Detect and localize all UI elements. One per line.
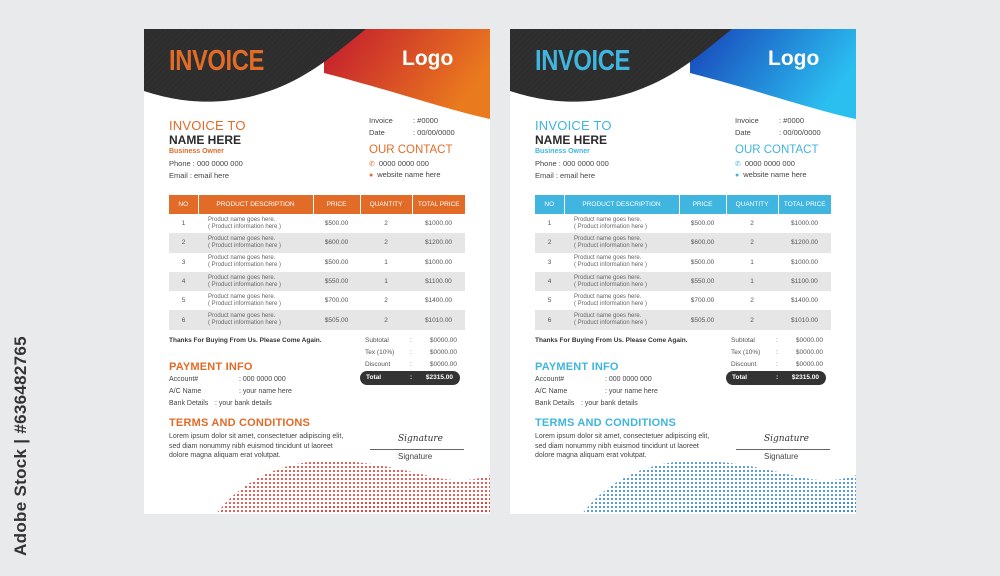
product-name: Product name goes here.	[574, 293, 642, 300]
table-row	[535, 233, 831, 252]
signature-label: Signature	[764, 452, 799, 461]
row-price: $500.00	[690, 258, 715, 266]
summary-label: Discount	[365, 361, 391, 368]
signature-script: Signature	[398, 434, 444, 444]
row-total: $1200.00	[778, 233, 831, 252]
summary-label: Subtotal	[731, 337, 755, 344]
payment-value: : 000 0000 000	[239, 376, 286, 383]
invoice-title: INVOICE	[535, 45, 630, 77]
globe-icon: ●	[369, 172, 374, 179]
logo-text: Logo	[402, 47, 454, 70]
table-row	[535, 253, 831, 272]
contact-phone: 0000 0000 000	[378, 159, 429, 168]
row-quantity: 1	[750, 258, 754, 266]
row-price: $600.00	[313, 233, 360, 252]
product-info: ( Product information here )	[574, 320, 648, 327]
contact-web-row	[735, 170, 807, 179]
column-header: QUANTITY	[726, 195, 778, 214]
product-info: ( Product information here )	[574, 281, 648, 288]
thanks-note: Thanks For Buying From Us. Please Come Again.	[535, 337, 688, 344]
payment-value: : 000 0000 000	[605, 376, 652, 383]
meta-value: : #0000	[413, 116, 439, 125]
summary-value: $0000.00	[429, 337, 457, 344]
contact-heading: OUR CONTACT	[369, 144, 453, 156]
row-quantity: 2	[360, 233, 412, 252]
items-table	[169, 195, 465, 330]
product-name: Product name goes here.	[208, 216, 276, 223]
payment-label: Bank Details	[169, 400, 209, 407]
total-label: Total	[366, 374, 382, 381]
row-total: $1400.00	[424, 297, 453, 305]
summary-colon: :	[776, 337, 778, 344]
client-email: Email : email here	[535, 171, 596, 180]
product-info: ( Product information here )	[208, 262, 282, 269]
invoice-date-row	[369, 128, 455, 137]
row-quantity: 2	[750, 220, 754, 228]
row-description	[198, 214, 313, 233]
row-description	[198, 272, 313, 291]
product-name: Product name goes here.	[574, 255, 642, 262]
table-row	[169, 272, 465, 291]
client-phone: Phone : 000 0000 000	[169, 159, 243, 168]
row-description	[564, 310, 679, 329]
row-price: $550.00	[313, 272, 360, 291]
column-header: QUANTITY	[360, 195, 412, 214]
product-info: ( Product information here )	[574, 300, 648, 307]
row-number: 3	[547, 258, 552, 266]
product-name: Product name goes here.	[208, 274, 276, 281]
row-total: $1100.00	[412, 272, 465, 291]
row-price: $600.00	[679, 233, 726, 252]
invoice-page	[144, 29, 490, 514]
total-value: $2315.00	[425, 374, 453, 381]
table-row	[169, 291, 465, 310]
table-row	[169, 253, 465, 272]
row-price: $700.00	[324, 297, 349, 305]
stock-id-text: Adobe Stock | #636482765	[11, 336, 30, 556]
logo-text: Logo	[768, 47, 820, 70]
contact-web: website name here	[377, 170, 441, 179]
signature-label: Signature	[398, 452, 433, 461]
globe-icon: ●	[735, 172, 740, 179]
row-description	[564, 272, 679, 291]
row-total: $1000.00	[790, 220, 819, 228]
contact-web-row	[369, 170, 441, 179]
row-quantity: 2	[384, 220, 388, 228]
row-total: $1400.00	[790, 297, 819, 305]
row-number: 4	[169, 272, 198, 291]
payment-label: A/C Name	[535, 388, 568, 395]
summary-colon: :	[410, 361, 412, 368]
client-role: Business Owner	[169, 148, 224, 155]
payment-label: Bank Details	[535, 400, 575, 407]
row-number: 2	[169, 233, 198, 252]
table-row	[535, 214, 831, 233]
client-name: NAME HERE	[169, 133, 242, 147]
phone-icon: ✆	[369, 161, 375, 168]
client-phone: Phone : 000 0000 000	[535, 159, 609, 168]
summary-label: Subtotal	[365, 337, 389, 344]
product-info: ( Product information here )	[574, 262, 648, 269]
payment-value: : your name here	[239, 388, 292, 395]
row-price: $500.00	[324, 258, 349, 266]
row-description	[564, 253, 679, 272]
row-description	[564, 291, 679, 310]
product-info: ( Product information here )	[208, 320, 282, 327]
summary-value: $0000.00	[795, 337, 823, 344]
product-info: ( Product information here )	[574, 223, 648, 230]
terms-text: Lorem ipsum dolor sit amet, consectetuer adipiscing elit, sed diam nonummy nibh euismod tincidunt ut laoreet dolore magna aliquam erat volutpat.	[535, 433, 710, 459]
product-name: Product name goes here.	[208, 313, 276, 320]
product-name: Product name goes here.	[574, 235, 642, 242]
summary-tax	[365, 349, 457, 356]
summary-tax	[731, 349, 823, 356]
payment-name-row	[169, 388, 292, 395]
row-number: 5	[181, 297, 186, 305]
product-info: ( Product information here )	[574, 242, 648, 249]
phone-icon: ✆	[735, 161, 741, 168]
row-price: $500.00	[690, 220, 715, 228]
payment-account-row	[535, 376, 652, 383]
row-number: 5	[547, 297, 552, 305]
table-row	[535, 310, 831, 329]
summary-colon: :	[410, 349, 412, 356]
payment-value: : your bank details	[215, 400, 272, 407]
row-quantity: 2	[750, 297, 754, 305]
row-price: $700.00	[690, 297, 715, 305]
payment-value: : your name here	[605, 388, 658, 395]
summary-value: $0000.00	[795, 349, 823, 356]
contact-web: website name here	[743, 170, 807, 179]
summary-label: Discount	[731, 361, 757, 368]
row-total: $1010.00	[412, 310, 465, 329]
row-price: $505.00	[679, 310, 726, 329]
row-number: 6	[169, 310, 198, 329]
invoice-to-heading: INVOICE TO	[169, 118, 246, 133]
row-number: 4	[535, 272, 564, 291]
meta-label: Date	[369, 128, 385, 137]
column-header: TOTAL PRICE	[412, 195, 465, 214]
payment-account-row	[169, 376, 286, 383]
payment-label: Account#	[169, 376, 199, 383]
meta-label: Invoice	[735, 116, 759, 125]
row-description	[198, 291, 313, 310]
total-label: Total	[732, 374, 748, 381]
product-info: ( Product information here )	[208, 223, 282, 230]
column-header: PRICE	[313, 195, 360, 214]
table-row	[169, 214, 465, 233]
total-pill	[726, 371, 826, 385]
row-total: $1000.00	[790, 258, 819, 266]
payment-label: Account#	[535, 376, 565, 383]
row-number: 1	[547, 220, 552, 228]
payment-bank-row	[535, 400, 638, 407]
summary-subtotal	[365, 337, 457, 344]
invoice-page	[510, 29, 856, 514]
row-description	[564, 233, 679, 252]
column-header: NO	[535, 195, 564, 214]
contact-phone-row	[369, 159, 429, 168]
client-email: Email : email here	[169, 171, 230, 180]
terms-text: Lorem ipsum dolor sit amet, consectetuer adipiscing elit, sed diam nonummy nibh euismod tincidunt ut laoreet dolore magna aliquam erat volutpat.	[169, 433, 344, 459]
meta-value: : 00/00/0000	[779, 128, 821, 137]
product-info: ( Product information here )	[208, 300, 282, 307]
column-header: PRICE	[679, 195, 726, 214]
row-number: 6	[535, 310, 564, 329]
contact-phone-row	[735, 159, 795, 168]
row-total: $1100.00	[778, 272, 831, 291]
row-description	[564, 214, 679, 233]
product-name: Product name goes here.	[208, 255, 276, 262]
invoice-title: INVOICE	[169, 45, 264, 77]
row-quantity: 2	[360, 310, 412, 329]
row-total: $1200.00	[412, 233, 465, 252]
summary-colon: :	[410, 337, 412, 344]
product-info: ( Product information here )	[208, 242, 282, 249]
summary-value: $0000.00	[795, 361, 823, 368]
table-row	[535, 272, 831, 291]
summary-discount	[365, 361, 457, 368]
column-header: PRODUCT DESCRIPTION	[564, 195, 679, 214]
payment-value: : your bank details	[581, 400, 638, 407]
product-info: ( Product information here )	[208, 281, 282, 288]
row-quantity: 1	[726, 272, 778, 291]
meta-value: : #0000	[779, 116, 805, 125]
invoice-to-heading: INVOICE TO	[535, 118, 612, 133]
total-colon: :	[410, 374, 413, 381]
table-header	[169, 195, 465, 214]
invoice-date-row	[735, 128, 821, 137]
total-colon: :	[776, 374, 779, 381]
summary-label: Tex (10%)	[731, 349, 761, 356]
summary-value: $0000.00	[429, 361, 457, 368]
payment-name-row	[535, 388, 658, 395]
table-row	[169, 310, 465, 329]
column-header: NO	[169, 195, 198, 214]
meta-label: Date	[735, 128, 751, 137]
row-quantity: 1	[360, 272, 412, 291]
product-name: Product name goes here.	[574, 313, 642, 320]
signature-line	[370, 449, 464, 450]
table-header	[535, 195, 831, 214]
row-price: $500.00	[324, 220, 349, 228]
payment-label: A/C Name	[169, 388, 202, 395]
summary-discount	[731, 361, 823, 368]
row-quantity: 2	[726, 310, 778, 329]
invoice-number-row	[369, 116, 439, 125]
row-total: $1000.00	[424, 220, 453, 228]
summary-label: Tex (10%)	[365, 349, 395, 356]
table-row	[169, 233, 465, 252]
terms-heading: TERMS AND CONDITIONS	[535, 417, 677, 429]
meta-label: Invoice	[369, 116, 393, 125]
row-quantity: 2	[384, 297, 388, 305]
summary-colon: :	[776, 349, 778, 356]
row-total: $1010.00	[778, 310, 831, 329]
row-description	[198, 233, 313, 252]
thanks-note: Thanks For Buying From Us. Please Come Again.	[169, 337, 322, 344]
column-header: PRODUCT DESCRIPTION	[198, 195, 313, 214]
invoice-number-row	[735, 116, 805, 125]
payment-bank-row	[169, 400, 272, 407]
row-description	[198, 310, 313, 329]
row-quantity: 2	[726, 233, 778, 252]
column-header: TOTAL PRICE	[778, 195, 831, 214]
row-number: 3	[181, 258, 186, 266]
payment-heading: PAYMENT INFO	[535, 361, 619, 373]
signature-line	[736, 449, 830, 450]
total-value: $2315.00	[791, 374, 819, 381]
row-price: $550.00	[679, 272, 726, 291]
client-name: NAME HERE	[535, 133, 608, 147]
product-name: Product name goes here.	[208, 293, 276, 300]
row-number: 2	[535, 233, 564, 252]
meta-value: : 00/00/0000	[413, 128, 455, 137]
items-table	[535, 195, 831, 330]
total-pill	[360, 371, 460, 385]
summary-value: $0000.00	[429, 349, 457, 356]
stock-id-sidebar	[6, 330, 36, 562]
client-role: Business Owner	[535, 148, 590, 155]
row-total: $1000.00	[424, 258, 453, 266]
product-name: Product name goes here.	[574, 216, 642, 223]
row-quantity: 1	[384, 258, 388, 266]
terms-heading: TERMS AND CONDITIONS	[169, 417, 311, 429]
summary-subtotal	[731, 337, 823, 344]
contact-heading: OUR CONTACT	[735, 144, 819, 156]
summary-colon: :	[776, 361, 778, 368]
product-name: Product name goes here.	[574, 274, 642, 281]
payment-heading: PAYMENT INFO	[169, 361, 253, 373]
row-description	[198, 253, 313, 272]
table-row	[535, 291, 831, 310]
contact-phone: 0000 0000 000	[744, 159, 795, 168]
row-price: $505.00	[313, 310, 360, 329]
product-name: Product name goes here.	[208, 235, 276, 242]
row-number: 1	[181, 220, 186, 228]
signature-script: Signature	[764, 434, 810, 444]
